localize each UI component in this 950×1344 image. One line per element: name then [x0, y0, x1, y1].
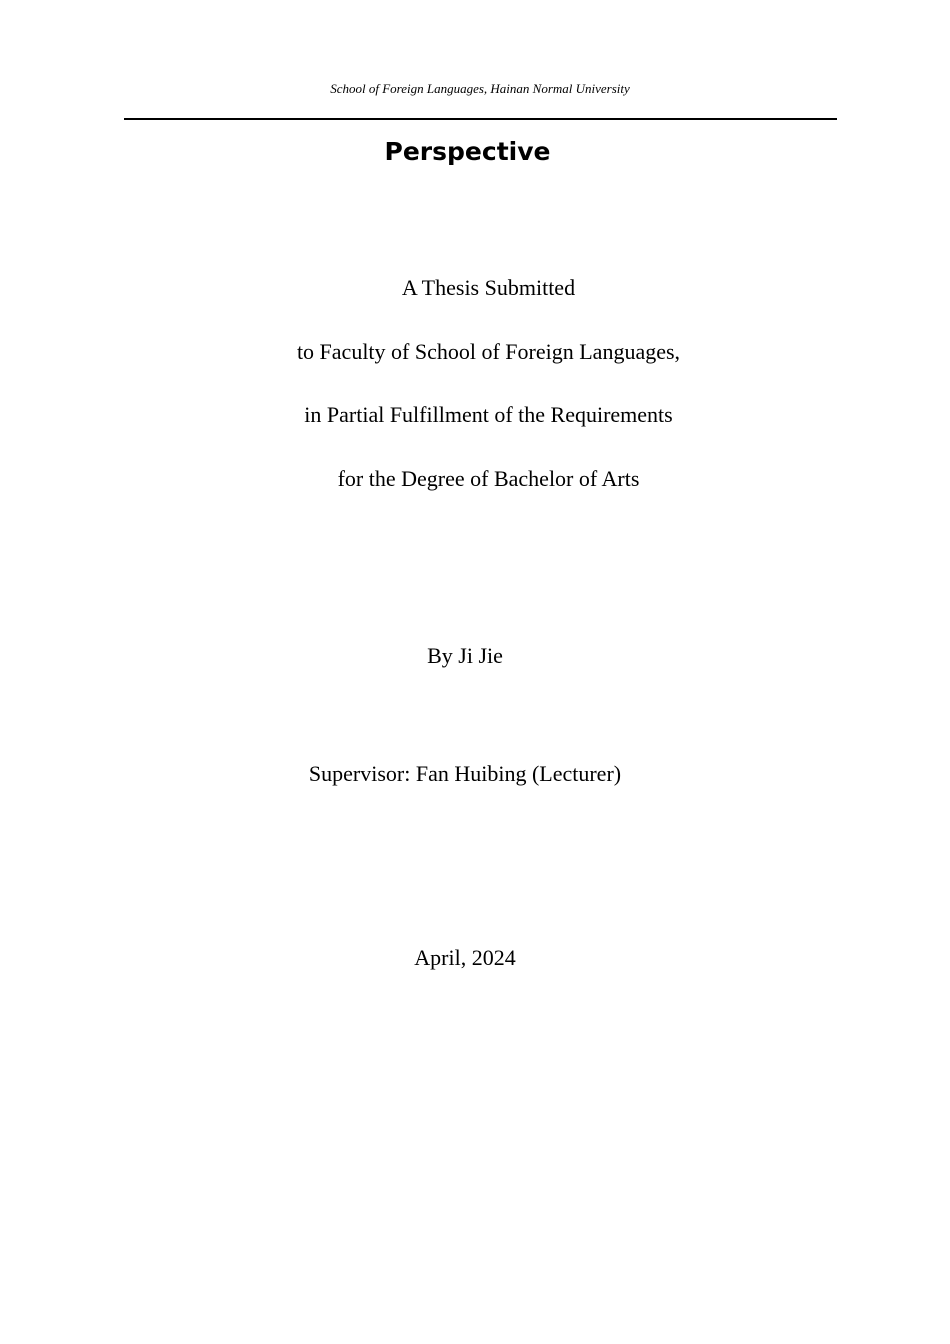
submission-line-3: in Partial Fulfillment of the Requirements	[304, 402, 673, 427]
author-line: By Ji Jie	[427, 643, 503, 668]
date-line: April, 2024	[414, 945, 516, 970]
submission-line-4: for the Degree of Bachelor of Arts	[337, 466, 640, 491]
submission-line-1: A Thesis Submitted	[401, 275, 576, 300]
running-header: School of Foreign Languages, Hainan Normal University	[330, 81, 630, 96]
thesis-title: Perspective	[384, 137, 551, 166]
submission-line-2: to Faculty of School of Foreign Languages,	[296, 339, 681, 364]
supervisor-line: Supervisor: Fan Huibing (Lecturer)	[308, 761, 622, 786]
header-divider	[124, 118, 837, 120]
